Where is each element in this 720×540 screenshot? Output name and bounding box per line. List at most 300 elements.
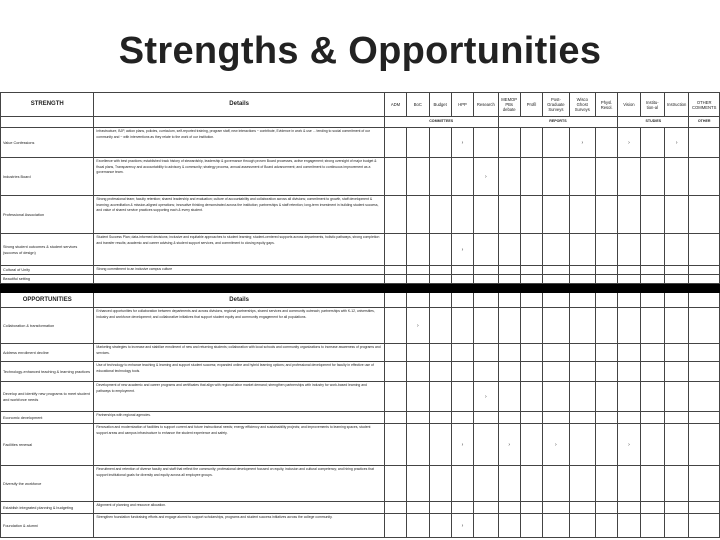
empty-cell bbox=[429, 344, 451, 362]
column-header: Profil bbox=[520, 93, 542, 117]
empty-cell bbox=[543, 466, 569, 502]
divider-cell bbox=[1, 284, 720, 293]
empty-cell bbox=[451, 293, 473, 308]
empty-cell bbox=[520, 424, 542, 466]
empty-cell bbox=[595, 266, 617, 275]
empty-cell bbox=[569, 514, 595, 538]
header-row bbox=[1, 93, 720, 117]
opportunity-detail: Strengthen foundation fundraising efforts and engage alumni to support scholarships, programs and student success initiatives across the college community. bbox=[94, 514, 384, 538]
empty-cell bbox=[498, 275, 520, 284]
empty-cell bbox=[451, 196, 473, 234]
empty-cell bbox=[520, 234, 542, 266]
empty-cell bbox=[640, 275, 664, 284]
empty-cell bbox=[498, 266, 520, 275]
opportunity-item: Technology-enhanced teaching & learning practices bbox=[1, 362, 94, 382]
empty-cell bbox=[618, 196, 640, 234]
opportunities-header-row bbox=[1, 293, 720, 308]
empty-cell bbox=[520, 128, 542, 158]
opportunity-detail: Recruitment and retention of diverse faculty and staff that reflect the community; professional development focused on equity, inclusion and cultural competency; and hiring practices that support institutional goals for diversity and equity across all employee groups. bbox=[94, 466, 384, 502]
empty-cell bbox=[689, 128, 720, 158]
strength-item: Professional Association bbox=[1, 196, 94, 234]
empty-cell bbox=[689, 362, 720, 382]
empty-cell bbox=[664, 234, 688, 266]
empty-cell bbox=[474, 308, 498, 344]
empty-cell bbox=[664, 266, 688, 275]
empty-cell bbox=[407, 275, 429, 284]
empty-cell bbox=[384, 275, 406, 284]
empty-cell bbox=[618, 266, 640, 275]
empty-cell bbox=[520, 362, 542, 382]
empty-cell bbox=[543, 293, 569, 308]
column-header: Research bbox=[474, 93, 498, 117]
empty-cell bbox=[543, 502, 569, 514]
empty-cell bbox=[520, 266, 542, 275]
empty-cell bbox=[689, 344, 720, 362]
opportunity-detail: Marketing strategies to increase and stabilize enrollment of new and returning students; collaboration with local schools and community organizations to increase awareness of programs and services. bbox=[94, 344, 384, 362]
opportunity-row bbox=[1, 308, 720, 344]
opportunity-row bbox=[1, 362, 720, 382]
empty-cell bbox=[689, 382, 720, 412]
check-mark: › bbox=[451, 424, 473, 466]
opportunity-row bbox=[1, 412, 720, 424]
empty-cell bbox=[429, 308, 451, 344]
empty-cell bbox=[569, 308, 595, 344]
empty-cell bbox=[429, 362, 451, 382]
empty-cell bbox=[595, 344, 617, 362]
empty-cell bbox=[689, 234, 720, 266]
empty-cell bbox=[689, 275, 720, 284]
strength-detail bbox=[94, 275, 384, 284]
empty-cell bbox=[498, 308, 520, 344]
empty-cell bbox=[618, 275, 640, 284]
empty-cell bbox=[569, 234, 595, 266]
strength-row bbox=[1, 196, 720, 234]
opportunity-detail: Use of technology to enhance teaching & learning and support student success; expanded online and hybrid learning options; and professional development for faculty in effective use of educational technology tools. bbox=[94, 362, 384, 382]
empty-cell bbox=[407, 344, 429, 362]
empty-cell bbox=[543, 158, 569, 196]
empty-cell bbox=[407, 382, 429, 412]
empty-cell bbox=[474, 128, 498, 158]
empty-cell bbox=[640, 502, 664, 514]
empty-cell bbox=[498, 362, 520, 382]
check-mark: › bbox=[618, 128, 640, 158]
opportunity-item: Foundation & alumni bbox=[1, 514, 94, 538]
opportunity-detail: Development of new academic and career programs and certificates that align with regional labor market demand; strengthen partnerships with industry for work-based learning and pathways to employment. bbox=[94, 382, 384, 412]
empty-cell bbox=[664, 158, 688, 196]
empty-cell bbox=[618, 502, 640, 514]
empty-cell bbox=[384, 514, 406, 538]
empty-cell bbox=[664, 424, 688, 466]
empty-cell bbox=[498, 502, 520, 514]
empty-cell bbox=[543, 275, 569, 284]
strength-item: Value Confessions bbox=[1, 128, 94, 158]
column-header: Vision bbox=[618, 93, 640, 117]
slide-title: Strengths & Opportunities bbox=[118, 30, 602, 72]
empty-cell bbox=[543, 382, 569, 412]
empty-cell bbox=[640, 344, 664, 362]
empty-cell bbox=[384, 293, 406, 308]
empty-cell bbox=[451, 275, 473, 284]
opportunity-item: Facilities renewal bbox=[1, 424, 94, 466]
empty-cell bbox=[429, 128, 451, 158]
empty-cell bbox=[474, 275, 498, 284]
empty-cell bbox=[384, 128, 406, 158]
opportunity-row bbox=[1, 514, 720, 538]
empty-cell bbox=[474, 424, 498, 466]
empty-cell bbox=[595, 514, 617, 538]
empty-cell bbox=[474, 234, 498, 266]
empty-cell bbox=[451, 412, 473, 424]
empty-cell bbox=[595, 196, 617, 234]
empty-cell bbox=[520, 514, 542, 538]
opportunity-row bbox=[1, 424, 720, 466]
empty-cell bbox=[689, 293, 720, 308]
empty-cell bbox=[451, 308, 473, 344]
empty-cell bbox=[569, 196, 595, 234]
empty-cell bbox=[498, 344, 520, 362]
empty-cell bbox=[520, 158, 542, 196]
empty-cell bbox=[640, 466, 664, 502]
empty-cell bbox=[640, 382, 664, 412]
empty-cell bbox=[451, 382, 473, 412]
empty-cell bbox=[474, 293, 498, 308]
empty-cell bbox=[543, 308, 569, 344]
opportunity-row bbox=[1, 502, 720, 514]
empty-cell bbox=[664, 412, 688, 424]
empty-cell bbox=[569, 344, 595, 362]
empty-cell bbox=[520, 196, 542, 234]
empty-cell bbox=[618, 344, 640, 362]
empty-cell bbox=[640, 158, 664, 196]
empty-cell bbox=[664, 382, 688, 412]
empty-cell bbox=[429, 382, 451, 412]
empty-cell bbox=[543, 196, 569, 234]
empty-cell bbox=[520, 412, 542, 424]
empty-cell bbox=[429, 275, 451, 284]
empty-cell bbox=[498, 128, 520, 158]
strength-item: Cultural of Unity bbox=[1, 266, 94, 275]
group-header: COMMITTEES bbox=[384, 117, 498, 128]
empty-cell bbox=[498, 196, 520, 234]
column-header: Budget bbox=[429, 93, 451, 117]
opportunities-details-header: Details bbox=[94, 293, 384, 308]
empty-cell bbox=[595, 412, 617, 424]
empty-cell bbox=[384, 196, 406, 234]
column-header: OTHER COMMENTS bbox=[689, 93, 720, 117]
empty-cell bbox=[595, 293, 617, 308]
check-mark: › bbox=[451, 234, 473, 266]
column-header: HPP bbox=[451, 93, 473, 117]
empty-cell bbox=[569, 158, 595, 196]
empty-cell bbox=[640, 196, 664, 234]
empty-cell bbox=[429, 293, 451, 308]
empty-cell bbox=[689, 196, 720, 234]
empty-cell bbox=[569, 382, 595, 412]
check-mark: › bbox=[451, 128, 473, 158]
empty-cell bbox=[569, 424, 595, 466]
strength-detail: Student Success Plan; data-informed decisions; inclusive and equitable approaches to student learning; student-centered supports across departments, holistic pathways, strong completion and transfer results; academic and career advising & student support services, and commitment to closing equity gaps. bbox=[94, 234, 384, 266]
empty-cell bbox=[664, 275, 688, 284]
swot-table-container bbox=[0, 92, 720, 540]
strength-detail: Strong commitment to an inclusive campus culture bbox=[94, 266, 384, 275]
empty-cell bbox=[664, 514, 688, 538]
empty-cell bbox=[595, 424, 617, 466]
strength-header: STRENGTH bbox=[1, 93, 94, 117]
empty-cell bbox=[689, 412, 720, 424]
empty-cell bbox=[429, 424, 451, 466]
opportunity-item: Address enrollment decline bbox=[1, 344, 94, 362]
column-header: BoC bbox=[407, 93, 429, 117]
empty-cell bbox=[664, 344, 688, 362]
empty-cell bbox=[407, 466, 429, 502]
empty-cell bbox=[618, 308, 640, 344]
empty-cell bbox=[618, 514, 640, 538]
empty-cell bbox=[595, 382, 617, 412]
opportunity-item: Economic development bbox=[1, 412, 94, 424]
empty-cell bbox=[407, 234, 429, 266]
opportunity-item: Collaboration & transformation bbox=[1, 308, 94, 344]
opportunity-item: Establish integrated planning & budgeting bbox=[1, 502, 94, 514]
empty-cell bbox=[640, 424, 664, 466]
empty-cell bbox=[474, 196, 498, 234]
column-header: Institu-tion-al bbox=[640, 93, 664, 117]
section-divider bbox=[1, 284, 720, 293]
empty-cell bbox=[384, 344, 406, 362]
empty-cell bbox=[429, 514, 451, 538]
empty-cell bbox=[640, 362, 664, 382]
empty-cell bbox=[498, 293, 520, 308]
check-mark: › bbox=[474, 382, 498, 412]
empty-cell bbox=[595, 466, 617, 502]
group-spacer bbox=[1, 117, 94, 128]
empty-cell bbox=[407, 412, 429, 424]
empty-cell bbox=[407, 196, 429, 234]
empty-cell bbox=[689, 514, 720, 538]
empty-cell bbox=[429, 234, 451, 266]
empty-cell bbox=[384, 382, 406, 412]
group-header: OTHER bbox=[689, 117, 720, 128]
empty-cell bbox=[569, 362, 595, 382]
empty-cell bbox=[384, 158, 406, 196]
empty-cell bbox=[595, 128, 617, 158]
empty-cell bbox=[595, 502, 617, 514]
empty-cell bbox=[407, 266, 429, 275]
group-header: STUDIES bbox=[618, 117, 689, 128]
empty-cell bbox=[618, 382, 640, 412]
empty-cell bbox=[498, 412, 520, 424]
empty-cell bbox=[474, 344, 498, 362]
empty-cell bbox=[451, 362, 473, 382]
empty-cell bbox=[595, 275, 617, 284]
empty-cell bbox=[664, 293, 688, 308]
empty-cell bbox=[640, 266, 664, 275]
empty-cell bbox=[474, 362, 498, 382]
column-header: Physl. Resol. bbox=[595, 93, 617, 117]
empty-cell bbox=[569, 275, 595, 284]
empty-cell bbox=[384, 266, 406, 275]
empty-cell bbox=[543, 362, 569, 382]
empty-cell bbox=[569, 412, 595, 424]
empty-cell bbox=[520, 382, 542, 412]
empty-cell bbox=[474, 502, 498, 514]
strength-row bbox=[1, 158, 720, 196]
details-header: Details bbox=[94, 93, 384, 117]
column-header: Wisco Ghost Surveys bbox=[569, 93, 595, 117]
empty-cell bbox=[474, 412, 498, 424]
check-mark: › bbox=[569, 128, 595, 158]
empty-cell bbox=[689, 308, 720, 344]
check-mark: › bbox=[407, 308, 429, 344]
empty-cell bbox=[451, 466, 473, 502]
empty-cell bbox=[640, 234, 664, 266]
column-header: ADM bbox=[384, 93, 406, 117]
empty-cell bbox=[640, 128, 664, 158]
empty-cell bbox=[407, 514, 429, 538]
empty-cell bbox=[689, 158, 720, 196]
empty-cell bbox=[520, 502, 542, 514]
empty-cell bbox=[640, 514, 664, 538]
group-row bbox=[1, 117, 720, 128]
swot-table bbox=[0, 92, 720, 538]
empty-cell bbox=[618, 158, 640, 196]
empty-cell bbox=[569, 466, 595, 502]
empty-cell bbox=[618, 234, 640, 266]
empty-cell bbox=[407, 424, 429, 466]
empty-cell bbox=[498, 158, 520, 196]
column-header: MEMOP PBs debate bbox=[498, 93, 520, 117]
empty-cell bbox=[543, 514, 569, 538]
opportunity-detail: Alignment of planning and resource allocation. bbox=[94, 502, 384, 514]
empty-cell bbox=[689, 266, 720, 275]
empty-cell bbox=[640, 308, 664, 344]
empty-cell bbox=[664, 362, 688, 382]
empty-cell bbox=[543, 128, 569, 158]
empty-cell bbox=[474, 466, 498, 502]
empty-cell bbox=[618, 293, 640, 308]
empty-cell bbox=[595, 158, 617, 196]
strength-detail: Strong professional team; faculty retention; shared leadership and evaluation; culture of accountability and collaboration across all divisions; commitment to growth, staff development & learning; accreditation & mission-aligned operations; innovative thinking demonstrated across the institution; partnerships & staff retention; long-term investment in building student success, and value of shared service practices supporting each & every student. bbox=[94, 196, 384, 234]
check-mark: › bbox=[664, 128, 688, 158]
opportunity-detail: Renovation and modernization of facilities to support current and future instructional needs; energy efficiency and sustainability projects; and improvements to learning spaces, student support areas and campus infrastructure to enhance the student experience and safety. bbox=[94, 424, 384, 466]
empty-cell bbox=[520, 293, 542, 308]
opportunity-item: Develop and identify new programs to meet student and workforce needs bbox=[1, 382, 94, 412]
empty-cell bbox=[595, 234, 617, 266]
check-mark: › bbox=[543, 424, 569, 466]
empty-cell bbox=[429, 158, 451, 196]
empty-cell bbox=[543, 412, 569, 424]
empty-cell bbox=[498, 514, 520, 538]
empty-cell bbox=[429, 466, 451, 502]
empty-cell bbox=[429, 502, 451, 514]
empty-cell bbox=[429, 266, 451, 275]
strength-item: Strong student outcomes & student services (success of design) bbox=[1, 234, 94, 266]
empty-cell bbox=[451, 344, 473, 362]
empty-cell bbox=[407, 502, 429, 514]
strength-row bbox=[1, 266, 720, 275]
empty-cell bbox=[451, 266, 473, 275]
opportunities-header: OPPORTUNITIES bbox=[1, 293, 94, 308]
column-header: Instruction bbox=[664, 93, 688, 117]
opportunity-row bbox=[1, 382, 720, 412]
strength-detail: Infrastructure, BJP, action plans, policies, curriculum, self-reported training, program staff, new interactions ~ contribute, Evidence in work & use ... tending to social commitment of our community and ~ with interventions as they relate to the work of our institution. bbox=[94, 128, 384, 158]
empty-cell bbox=[569, 502, 595, 514]
empty-cell bbox=[520, 308, 542, 344]
empty-cell bbox=[618, 362, 640, 382]
empty-cell bbox=[451, 502, 473, 514]
group-spacer bbox=[94, 117, 384, 128]
opportunity-detail: Enhanced opportunities for collaboration between departments and across divisions, regional partnerships, shared services and community outreach; partnerships with K-12, universities, industry and workforce development; and collaborative initiatives that support student equity and community engagement for all populations. bbox=[94, 308, 384, 344]
empty-cell bbox=[664, 308, 688, 344]
strength-row bbox=[1, 128, 720, 158]
empty-cell bbox=[384, 362, 406, 382]
empty-cell bbox=[498, 234, 520, 266]
opportunity-detail: Partnerships with regional agencies. bbox=[94, 412, 384, 424]
empty-cell bbox=[498, 466, 520, 502]
opportunity-row bbox=[1, 466, 720, 502]
strength-row bbox=[1, 275, 720, 284]
empty-cell bbox=[498, 382, 520, 412]
empty-cell bbox=[384, 308, 406, 344]
empty-cell bbox=[407, 128, 429, 158]
empty-cell bbox=[664, 196, 688, 234]
check-mark: › bbox=[474, 158, 498, 196]
check-mark: › bbox=[451, 514, 473, 538]
strength-detail: Excellence with best practices; established track history of stewardship, leadership & governance through proven Board processes, active engagement; strong oversight of major budget & fiscal plans, Transparency and accountability to advisory & community; strategy process, annual assessment of Board advancement; and commitment to continuous improvement as a governance team. bbox=[94, 158, 384, 196]
empty-cell bbox=[640, 412, 664, 424]
opportunity-item: Diversify the workforce bbox=[1, 466, 94, 502]
opportunity-row bbox=[1, 344, 720, 362]
empty-cell bbox=[595, 362, 617, 382]
check-mark: › bbox=[618, 424, 640, 466]
empty-cell bbox=[520, 275, 542, 284]
empty-cell bbox=[384, 466, 406, 502]
empty-cell bbox=[664, 502, 688, 514]
empty-cell bbox=[429, 196, 451, 234]
empty-cell bbox=[474, 514, 498, 538]
empty-cell bbox=[689, 502, 720, 514]
empty-cell bbox=[384, 502, 406, 514]
empty-cell bbox=[520, 344, 542, 362]
column-header: Post-Graduate Surveys bbox=[543, 93, 569, 117]
empty-cell bbox=[407, 362, 429, 382]
empty-cell bbox=[429, 412, 451, 424]
group-header: REPORTS bbox=[498, 117, 618, 128]
strength-item: Beautiful setting bbox=[1, 275, 94, 284]
empty-cell bbox=[569, 266, 595, 275]
empty-cell bbox=[543, 266, 569, 275]
empty-cell bbox=[595, 308, 617, 344]
empty-cell bbox=[543, 234, 569, 266]
empty-cell bbox=[384, 412, 406, 424]
empty-cell bbox=[384, 234, 406, 266]
empty-cell bbox=[618, 412, 640, 424]
empty-cell bbox=[474, 266, 498, 275]
strength-item: Industries Board bbox=[1, 158, 94, 196]
empty-cell bbox=[520, 466, 542, 502]
strength-row bbox=[1, 234, 720, 266]
empty-cell bbox=[640, 293, 664, 308]
empty-cell bbox=[543, 344, 569, 362]
empty-cell bbox=[407, 158, 429, 196]
empty-cell bbox=[689, 424, 720, 466]
empty-cell bbox=[664, 466, 688, 502]
empty-cell bbox=[618, 466, 640, 502]
check-mark: › bbox=[498, 424, 520, 466]
empty-cell bbox=[569, 293, 595, 308]
empty-cell bbox=[407, 293, 429, 308]
empty-cell bbox=[689, 466, 720, 502]
empty-cell bbox=[451, 158, 473, 196]
